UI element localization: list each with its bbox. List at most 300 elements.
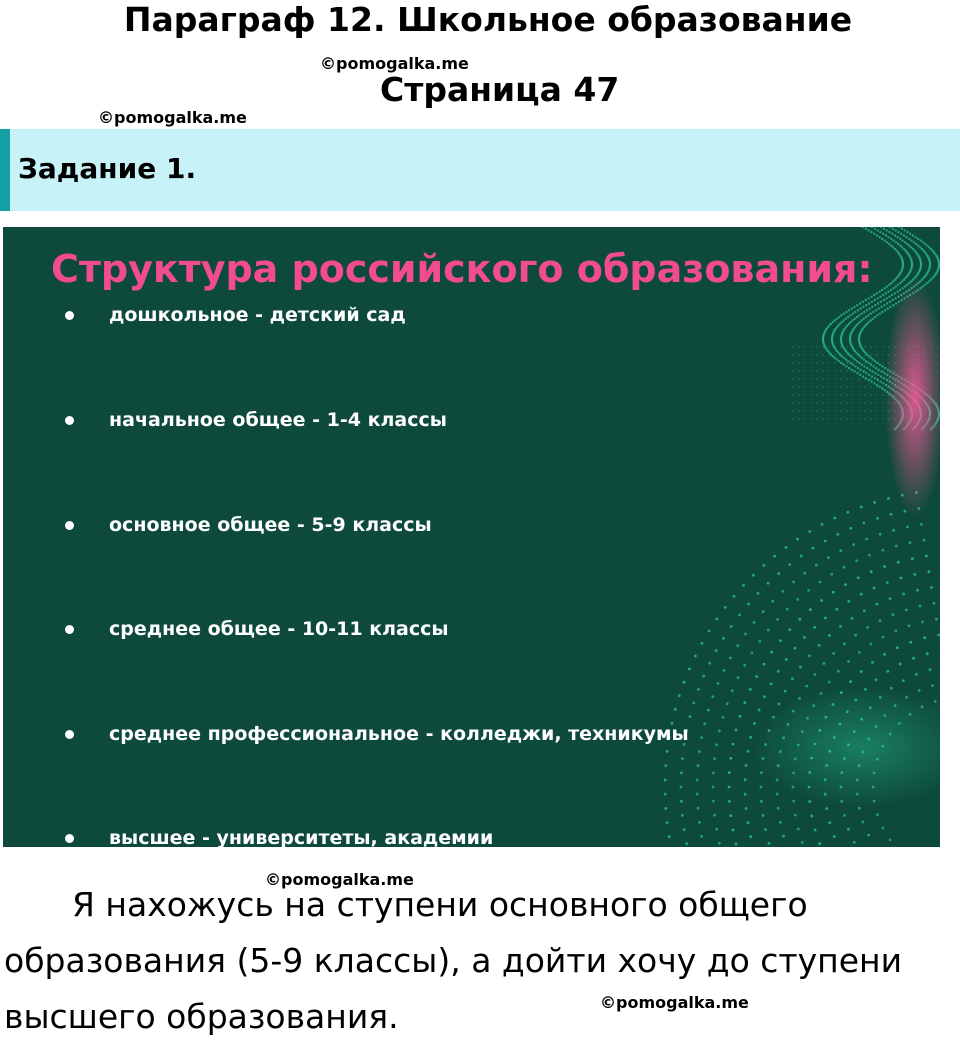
decor-dot <box>901 246 903 248</box>
decor-dot <box>925 555 928 558</box>
decor-dot <box>798 362 800 364</box>
decor-dot <box>885 292 887 294</box>
decor-dot <box>922 241 924 243</box>
decor-dot <box>810 370 812 372</box>
decor-dot <box>828 394 830 396</box>
decor-dot <box>901 228 903 230</box>
decor-dot <box>854 365 856 367</box>
decor-dot <box>846 354 848 356</box>
decor-dot <box>877 302 879 304</box>
decor-dot <box>868 355 870 357</box>
decor-dot <box>905 609 908 612</box>
decor-dot <box>867 314 869 316</box>
decor-dot <box>870 231 872 233</box>
decor-dot <box>869 307 871 309</box>
decor-dot <box>847 316 849 318</box>
decor-dot <box>854 311 856 313</box>
decor-dot <box>749 688 752 691</box>
decor-dot <box>804 346 806 348</box>
decor-dot <box>926 282 928 284</box>
decor-dot <box>879 619 882 622</box>
decor-dot <box>881 549 884 552</box>
decor-dot <box>747 750 750 753</box>
decor-dot <box>753 621 756 624</box>
decor-dot <box>804 394 806 396</box>
decor-dot <box>887 497 890 500</box>
decor-dot <box>858 394 860 396</box>
decor-dot <box>904 241 906 243</box>
decor-dot <box>700 736 703 739</box>
decor-dot <box>879 381 881 383</box>
decor-dot <box>828 354 830 356</box>
decor-dot <box>846 378 848 380</box>
decor-dot <box>832 652 835 655</box>
decor-dot <box>819 581 822 584</box>
decor-dot <box>674 708 677 711</box>
decor-dot <box>791 677 794 680</box>
decor-dot <box>886 229 888 231</box>
decor-dot <box>697 688 700 691</box>
decor-dot <box>857 576 860 579</box>
decor-dot <box>845 365 847 367</box>
decor-dot <box>909 233 911 235</box>
decor-dot <box>664 764 667 767</box>
decor-dot <box>814 673 817 676</box>
decor-dot <box>870 346 872 348</box>
decor-dot <box>882 382 884 384</box>
decor-dot <box>901 280 903 282</box>
decor-dot <box>713 757 716 760</box>
decor-dot <box>763 695 766 698</box>
decor-dot <box>882 354 884 356</box>
decor-dot <box>882 370 884 372</box>
decor-dot <box>760 771 763 774</box>
decor-dot <box>846 346 848 348</box>
decor-dot <box>890 513 893 516</box>
decor-dot <box>888 231 890 233</box>
decor-dot <box>877 229 879 231</box>
decor-dot <box>899 245 901 247</box>
decor-dot <box>722 637 725 640</box>
decor-dot <box>742 584 745 587</box>
decor-dot <box>862 306 864 308</box>
decor-dot <box>813 626 816 629</box>
decor-dot <box>698 821 701 824</box>
decor-dot <box>828 370 830 372</box>
decor-dot <box>890 238 892 240</box>
decor-dot <box>880 306 882 308</box>
decor-dot <box>782 835 785 838</box>
decor-dot <box>820 599 823 602</box>
decor-dot <box>822 346 824 348</box>
decor-dot <box>758 709 761 712</box>
decor-dot <box>681 757 684 760</box>
decor-dot <box>924 243 926 245</box>
decor-dot <box>911 557 914 560</box>
decor-dot <box>868 229 870 231</box>
decor-dot <box>847 511 850 514</box>
bullet-icon <box>65 730 74 739</box>
decor-dot <box>798 386 800 388</box>
watermark: ©pomogalka.me <box>600 993 749 1012</box>
decor-dot <box>905 236 907 238</box>
decor-dot <box>895 229 897 231</box>
decor-dot <box>859 321 861 323</box>
decor-dot <box>896 646 899 649</box>
decor-dot <box>822 378 824 380</box>
decor-dot <box>870 313 872 315</box>
decor-dot <box>864 402 866 404</box>
decor-dot <box>776 618 779 621</box>
decor-dot <box>843 566 846 569</box>
decor-dot <box>858 402 860 404</box>
decor-dot <box>852 319 854 321</box>
decor-dot <box>847 828 850 831</box>
decor-dot <box>822 354 824 356</box>
decor-dot <box>846 370 848 372</box>
decor-dot <box>792 800 795 803</box>
decor-dot <box>804 378 806 380</box>
decor-dot <box>881 827 884 830</box>
decor-dot <box>919 239 921 241</box>
decor-dot <box>849 314 851 316</box>
green-glow <box>753 687 940 807</box>
answer-paragraph: Я нахожусь на ступени основного общего образования (5-9 классы), а дойти хочу до ступени высшего образования. <box>4 885 903 1036</box>
decor-dot <box>916 589 919 592</box>
decor-dot <box>877 374 879 376</box>
decor-dot <box>863 609 866 612</box>
decor-dot <box>908 245 910 247</box>
decor-dot <box>863 318 865 320</box>
decor-dot <box>864 418 866 420</box>
decor-dot <box>749 736 752 739</box>
decor-dot <box>708 662 711 665</box>
decor-dot <box>883 565 886 568</box>
decor-dot <box>834 402 836 404</box>
decor-dot <box>917 238 919 240</box>
decor-dot <box>808 654 811 657</box>
decor-dot <box>928 246 930 248</box>
decor-dot <box>852 362 854 364</box>
decor-dot <box>866 353 868 355</box>
decor-dot <box>796 538 799 541</box>
decor-dot <box>816 362 818 364</box>
decor-dot <box>712 786 715 789</box>
decor-dot <box>876 394 878 396</box>
decor-dot <box>915 243 917 245</box>
decor-dot <box>892 304 894 306</box>
decor-dot <box>865 228 867 230</box>
decor-dot <box>712 800 715 803</box>
decor-dot <box>870 378 872 380</box>
decor-dot <box>876 418 878 420</box>
decor-dot <box>678 694 681 697</box>
decor-dot <box>897 561 900 564</box>
decor-dot <box>860 670 863 673</box>
decor-dot <box>881 365 883 367</box>
decor-dot <box>743 664 746 667</box>
decor-dot <box>828 418 830 420</box>
decor-dot <box>845 311 847 313</box>
decor-dot <box>680 800 683 803</box>
decor-dot <box>804 410 806 412</box>
decor-dot <box>798 370 800 372</box>
decor-dot <box>882 294 884 296</box>
decor-dot <box>913 241 915 243</box>
decor-dot <box>688 668 691 671</box>
decor-dot <box>834 410 836 412</box>
decor-dot <box>796 598 799 601</box>
decor-dot <box>840 346 842 348</box>
decor-dot <box>758 640 761 643</box>
decor-dot <box>779 639 782 642</box>
decor-dot <box>892 239 894 241</box>
decor-dot <box>864 386 866 388</box>
decor-dot <box>798 394 800 396</box>
decor-dot <box>707 709 710 712</box>
decor-dot <box>800 555 803 558</box>
decor-dot <box>871 661 874 664</box>
decor-dot <box>895 285 897 287</box>
list-item-text: высшее - университеты, академии <box>109 827 494 847</box>
decor-dot <box>694 655 697 658</box>
decor-dot <box>883 287 885 289</box>
decor-dot <box>883 653 886 656</box>
decor-dot <box>862 301 864 303</box>
decor-dot <box>773 555 776 558</box>
decor-dot <box>708 630 711 633</box>
decor-dot <box>816 418 818 420</box>
decor-dot <box>792 386 794 388</box>
decor-dot <box>863 522 866 525</box>
decor-dot <box>912 657 915 660</box>
decor-dot <box>804 386 806 388</box>
decor-dot <box>776 793 779 796</box>
decor-dot <box>722 716 725 719</box>
decor-dot <box>846 410 848 412</box>
decor-dot <box>744 633 747 636</box>
decor-dot <box>850 321 852 323</box>
decor-dot <box>841 321 843 323</box>
decor-dot <box>876 346 878 348</box>
decor-dot <box>770 651 773 654</box>
decor-dot <box>830 353 832 355</box>
decor-dot <box>854 634 857 637</box>
decor-dot <box>867 834 870 837</box>
decor-dot <box>840 402 842 404</box>
decor-dot <box>926 652 929 655</box>
decor-dot <box>889 227 891 228</box>
bullet-icon <box>65 416 74 425</box>
decor-dot <box>852 378 854 380</box>
decor-dot <box>858 370 860 372</box>
task-title: Задание 1. <box>18 152 197 185</box>
decor-dot <box>778 703 781 706</box>
decor-dot <box>828 634 831 637</box>
watermark: ©pomogalka.me <box>320 54 469 73</box>
decor-dot <box>828 362 830 364</box>
decor-dot <box>833 835 836 838</box>
decor-dot <box>862 821 865 824</box>
decor-dot <box>755 675 758 678</box>
decor-dot <box>718 730 721 733</box>
decor-dot <box>886 285 888 287</box>
decor-dot <box>856 304 858 306</box>
decor-dot <box>822 402 824 404</box>
decor-dot <box>878 290 880 292</box>
decor-dot <box>840 378 842 380</box>
decor-dot <box>858 418 860 420</box>
decor-dot <box>899 663 902 666</box>
education-structure-slide <box>3 227 940 847</box>
decor-dot <box>863 311 865 313</box>
decor-dot <box>792 418 794 420</box>
decor-dot <box>668 835 671 838</box>
decor-dot <box>933 602 936 605</box>
decor-dot <box>864 378 866 380</box>
decor-dot <box>713 814 716 817</box>
decor-dot <box>804 354 806 356</box>
decor-dot <box>733 595 736 598</box>
decor-dot <box>777 572 780 575</box>
decor-dot <box>912 248 914 250</box>
decor-dot <box>771 600 774 603</box>
decor-dot <box>830 573 833 576</box>
decor-dot <box>895 241 897 243</box>
decor-dot <box>864 410 866 412</box>
decor-dot <box>860 593 863 596</box>
decor-dot <box>879 313 881 315</box>
decor-dot <box>852 394 854 396</box>
decor-dot <box>846 418 848 420</box>
decor-dot <box>715 743 718 746</box>
page-title: Параграф 12. Школьное образование <box>123 0 853 39</box>
decor-dot <box>861 319 863 321</box>
decor-dot <box>840 370 842 372</box>
decor-dot <box>835 608 838 611</box>
decor-dot <box>836 533 839 536</box>
decor-dot <box>883 372 885 374</box>
decor-dot <box>692 702 695 705</box>
decor-dot <box>870 418 872 420</box>
decor-dot <box>738 614 741 617</box>
decor-dot <box>878 236 880 238</box>
decor-dot <box>788 563 791 566</box>
decor-dot <box>878 307 880 309</box>
decor-dot <box>834 354 836 356</box>
decor-dot <box>753 722 756 725</box>
decor-dot <box>752 574 755 577</box>
decor-dot <box>698 750 701 753</box>
decor-dot <box>870 354 872 356</box>
decor-dot <box>891 294 893 296</box>
decor-dot <box>715 649 718 652</box>
decor-dot <box>822 418 824 420</box>
decor-dot <box>938 634 941 637</box>
decor-dot <box>897 231 899 233</box>
decor-dot <box>865 299 867 301</box>
decor-dot <box>822 370 824 372</box>
decor-dot <box>696 779 699 782</box>
decor-dot <box>873 294 875 296</box>
decor-dot <box>909 541 912 544</box>
decor-dot <box>895 545 898 548</box>
decor-dot <box>680 771 683 774</box>
decor-dot <box>834 346 836 348</box>
decor-dot <box>808 530 811 533</box>
decor-dot <box>834 386 836 388</box>
decor-dot <box>853 306 855 308</box>
decor-dot <box>879 386 881 388</box>
list-item-text: начальное общее - 1-4 классы <box>109 409 447 431</box>
decor-dot <box>882 378 884 380</box>
decor-dot <box>716 618 719 621</box>
decor-dot <box>767 629 770 632</box>
decor-dot <box>843 814 846 817</box>
decor-dot <box>920 523 923 526</box>
decor-dot <box>919 246 921 248</box>
decor-dot <box>899 282 901 284</box>
decor-dot <box>735 729 738 732</box>
decor-dot <box>840 362 842 364</box>
decor-dot <box>879 533 882 536</box>
decor-dot <box>864 370 866 372</box>
decor-dot <box>856 316 858 318</box>
decor-dot <box>788 628 791 631</box>
decor-dot <box>890 245 892 247</box>
decor-dot <box>868 554 871 557</box>
decor-dot <box>838 316 840 318</box>
decor-dot <box>876 297 878 299</box>
decor-dot <box>889 306 891 308</box>
decor-dot <box>867 297 869 299</box>
decor-dot <box>792 370 794 372</box>
decor-dot <box>923 539 926 542</box>
decor-dot <box>887 236 889 238</box>
decor-dot <box>862 375 864 377</box>
decor-dot <box>777 807 780 810</box>
decor-dot <box>715 828 718 831</box>
decor-dot <box>865 304 867 306</box>
decor-dot <box>859 302 861 304</box>
decor-dot <box>882 418 884 420</box>
decor-dot <box>816 410 818 412</box>
decor-dot <box>823 662 826 665</box>
decor-dot <box>852 354 854 356</box>
decor-dot <box>858 378 860 380</box>
decor-dot <box>828 821 831 824</box>
decor-dot <box>849 680 852 683</box>
decor-dot <box>810 386 812 388</box>
decor-dot <box>770 682 773 685</box>
decor-dot <box>874 372 876 374</box>
decor-dot <box>883 239 885 241</box>
decor-dot <box>909 641 912 644</box>
decor-dot <box>868 321 870 323</box>
decor-dot <box>703 722 706 725</box>
decor-dot <box>702 675 705 678</box>
decor-dot <box>840 386 842 388</box>
decor-dot <box>864 362 866 364</box>
decor-dot <box>861 357 863 359</box>
decor-dot <box>873 587 876 590</box>
task-header-bar <box>0 129 960 211</box>
decor-dot <box>882 410 884 412</box>
decor-dot <box>908 238 910 240</box>
decor-dot <box>798 346 800 348</box>
decor-dot <box>894 630 897 633</box>
decor-dot <box>856 360 858 362</box>
